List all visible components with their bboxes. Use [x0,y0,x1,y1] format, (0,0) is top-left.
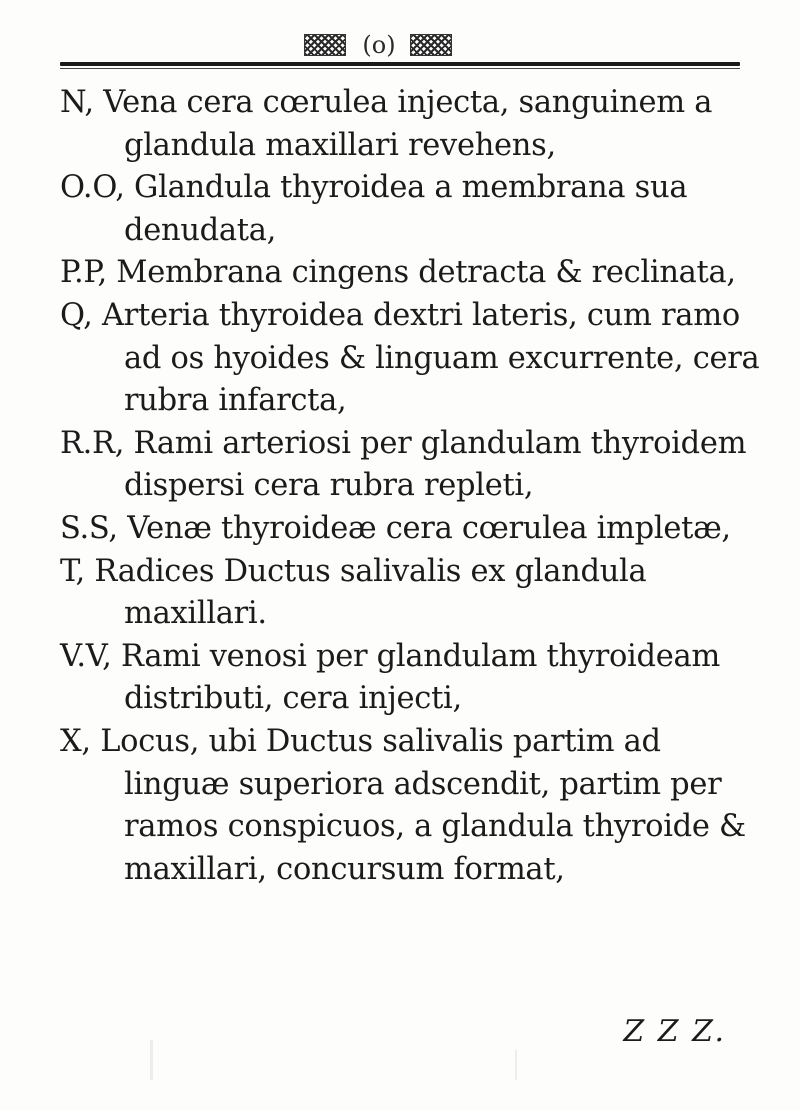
entry-key: X, [60,723,91,759]
paper-mark [515,1050,517,1080]
legend-entry [60,721,760,891]
legend-entry [60,551,760,636]
entry-key: T, [60,553,85,589]
entry-key: O.O, [60,170,125,206]
entry-text: Arteria thyroidea dextri lateris, cum ramo ad os hyoides & linguam excurrente, cera rubra infarcta, [102,297,760,419]
entry-text: Glandula thyroidea a membrana sua denudata, [124,170,688,248]
entry-text: Vena cera cœrulea injecta, sanguinem a glandula maxillari revehens, [103,85,713,163]
ornament-right-icon [410,34,452,56]
entry-key: Q, [60,297,93,333]
paper-mark [150,1040,153,1080]
entry-text: Locus, ubi Ductus salivalis partim ad linguæ superiora adscendit, partim per ramos conspicuos, a glandula thyroide & maxillari, concursum format, [100,723,746,887]
legend-entry [60,252,760,295]
entry-text: Venæ thyroideæ cera cœrulea impletæ, [127,510,731,546]
entry-key: S.S, [60,510,118,546]
header-rule-thick [60,62,740,66]
legend-entry [60,636,760,721]
legend-entry [60,295,760,423]
signature-mark: (o) [362,31,396,59]
entry-text: Radices Ductus salivalis ex glandula maxillari. [94,553,647,632]
ornament-left-icon [304,34,346,56]
entry-key: V.V, [60,638,112,674]
entry-key: N, [60,85,94,120]
page-header-ornament [60,32,740,72]
entry-text: Membrana cingens detracta & reclinata, [116,255,736,291]
legend-entries [60,82,760,891]
legend-entry [60,508,760,551]
legend-entry [60,167,760,252]
entry-key: P.P, [60,255,107,291]
header-rule-thin [60,68,740,69]
entry-text: Rami arteriosi per glandulam thyroidem dispersi cera rubra repleti, [124,425,747,504]
legend-entry [60,423,760,508]
entry-key: R.R, [60,425,125,461]
catchword: Z Z Z. [623,1014,726,1049]
legend-entry [60,82,760,167]
entry-text: Rami venosi per glandulam thyroideam distributi, cera injecti, [121,638,720,717]
